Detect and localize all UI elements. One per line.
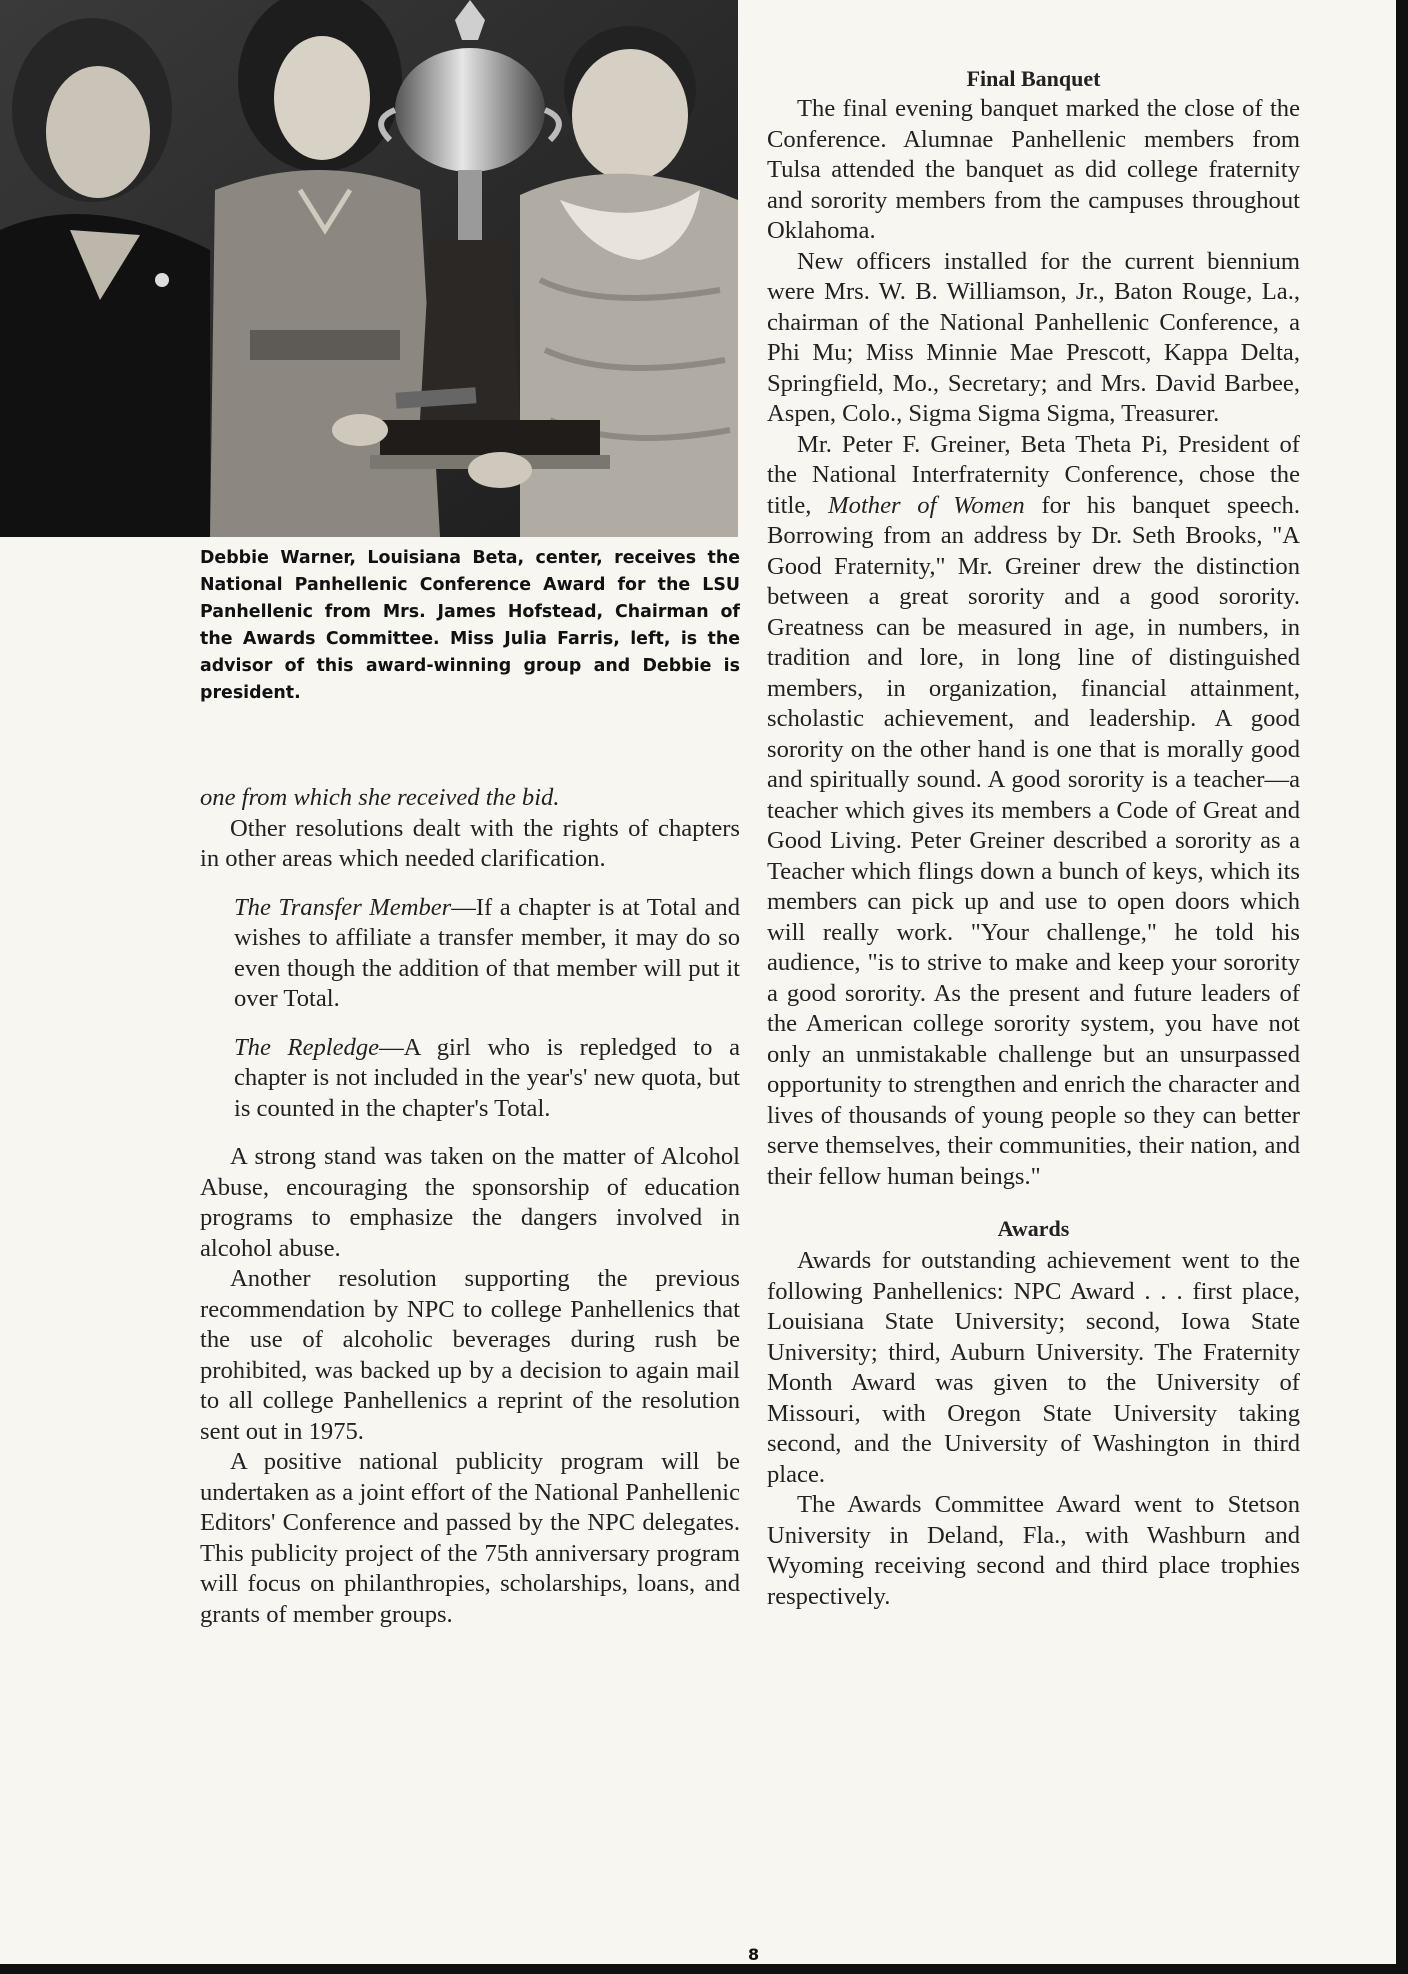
paragraph-rush-resolution: Another resolution supporting the previous recommendation by NPC to college Panhellenics that the use of alcoholic beverages during rush be prohibited, was backed up by a decision to again mail to all college Panhellenics a reprint of the resolution sent out in 1975. (200, 1265, 740, 1445)
transfer-member-title: The Transfer Member (234, 893, 452, 921)
repledge-title: The Repledge (234, 1033, 380, 1061)
paragraph-publicity: A positive national publicity program will be undertaken as a joint effort of the National Panhellenic Editors' Conference and passed by the NPC delegates. This publicity project of the 75th anniversary program will focus on philanthropies, scholarships, loans, and grants of member groups. (200, 1448, 740, 1628)
transfer-member-item (234, 893, 740, 1015)
paragraph-banquet: The final evening banquet marked the close of the Conference. Alumnae Panhellenic members from Tulsa attended the banquet as did college fraternity and sorority members from the campuses throughout Oklahoma. (767, 95, 1300, 244)
paragraph-awards: Awards for outstanding achievement went to the following Panhellenics: NPC Award . . . first place, Louisiana State University; second, Iowa State University; third, Auburn University. The Fraternity Month Award was given to the University of Missouri, with Oregon State University taking second, and the University of Washington in third place. (767, 1247, 1300, 1488)
paragraph-officers: New officers installed for the current biennium were Mrs. W. B. Williamson, Jr., Baton Rouge, La., chairman of the National Panhellenic Conference, a Phi Mu; Miss Minnie Mae Prescott, Kappa Delta, Springfield, Mo., Secretary; and Mrs. David Barbee, Aspen, Colo., Sigma Sigma Sigma, Treasurer. (767, 247, 1300, 427)
heading-final-banquet: Final Banquet (966, 66, 1101, 91)
page-number: 8 (748, 1945, 760, 1964)
repledge-text: —A girl who is repledged to a chapter is not included in the year's' new quota, but is counted in the chapter's Total. (234, 1033, 740, 1122)
heading-awards: Awards (997, 1216, 1070, 1241)
speech-title: Mother of Women (828, 491, 1025, 519)
paragraph-alcohol-abuse: A strong stand was taken on the matter of Alcohol Abuse, encouraging the sponsorship of education programs to emphasize the dangers involved in alcohol abuse. (200, 1143, 740, 1262)
photo-caption: Debbie Warner, Louisiana Beta, center, receives the National Panhellenic Conference Award for the LSU Panhellenic from Mrs. James Hofstead, Chairman of the Awards Committee. Miss Julia Farris, left, is the advisor of this award-winning group and Debbie is president. (200, 548, 740, 703)
award-photo (0, 0, 738, 537)
page-edge-bottom (0, 1964, 1408, 1974)
right-column (767, 64, 1300, 1612)
left-column (200, 783, 740, 1630)
transfer-member-text: —If a chapter is at Total and wishes to affiliate a transfer member, it may do so even though the addition of that member will put it over Total. (234, 893, 740, 1012)
paragraph-speech: Mr. Peter F. Greiner, Beta Theta Pi, President of the National Interfraternity Conference, chose the title, Mother of Women for his banquet speech. Borrowing from an address by Dr. Seth Brooks, "A Good Fraternity," Mr. Greiner drew the distinction between a great sorority and a good sorority. Greatness can be measured in age, in numbers, in tradition and lore, in long line of distinguished members, in organization, financial attainment, scholastic achievement, and leadership. A good sorority on the other hand is one that is morally good and spiritually sound. A good sorority is a teacher—a teacher which gives its members a Code of Great and Good Living. Peter Greiner described a sorority as a Teacher which flings down a bunch of keys, which its members can pick up and use to open doors which will really work. "Your challenge," he told his audience, "is to strive to make and keep your sorority a good sorority. As the present and future leaders of the American college sorority system, you have not only an unmistakable challenge but an unsurpassed opportunity to strengthen and enrich the character and lives of thousands of young people so they can better serve themselves, their communities, their nation, and their fellow human beings." (767, 430, 1301, 1190)
page-edge-right (1396, 0, 1408, 1974)
repledge-item (234, 1033, 740, 1125)
opening-italic-line: one from which she received the bid. (200, 784, 560, 811)
paragraph-resolutions: Other resolutions dealt with the rights of chapters in other areas which needed clarification. (200, 814, 740, 872)
photo-illustration (0, 0, 738, 537)
paragraph-awards-committee: The Awards Committee Award went to Stetson University in Deland, Fla., with Washburn and Wyoming receiving second and third place trophies respectively. (767, 1491, 1300, 1610)
